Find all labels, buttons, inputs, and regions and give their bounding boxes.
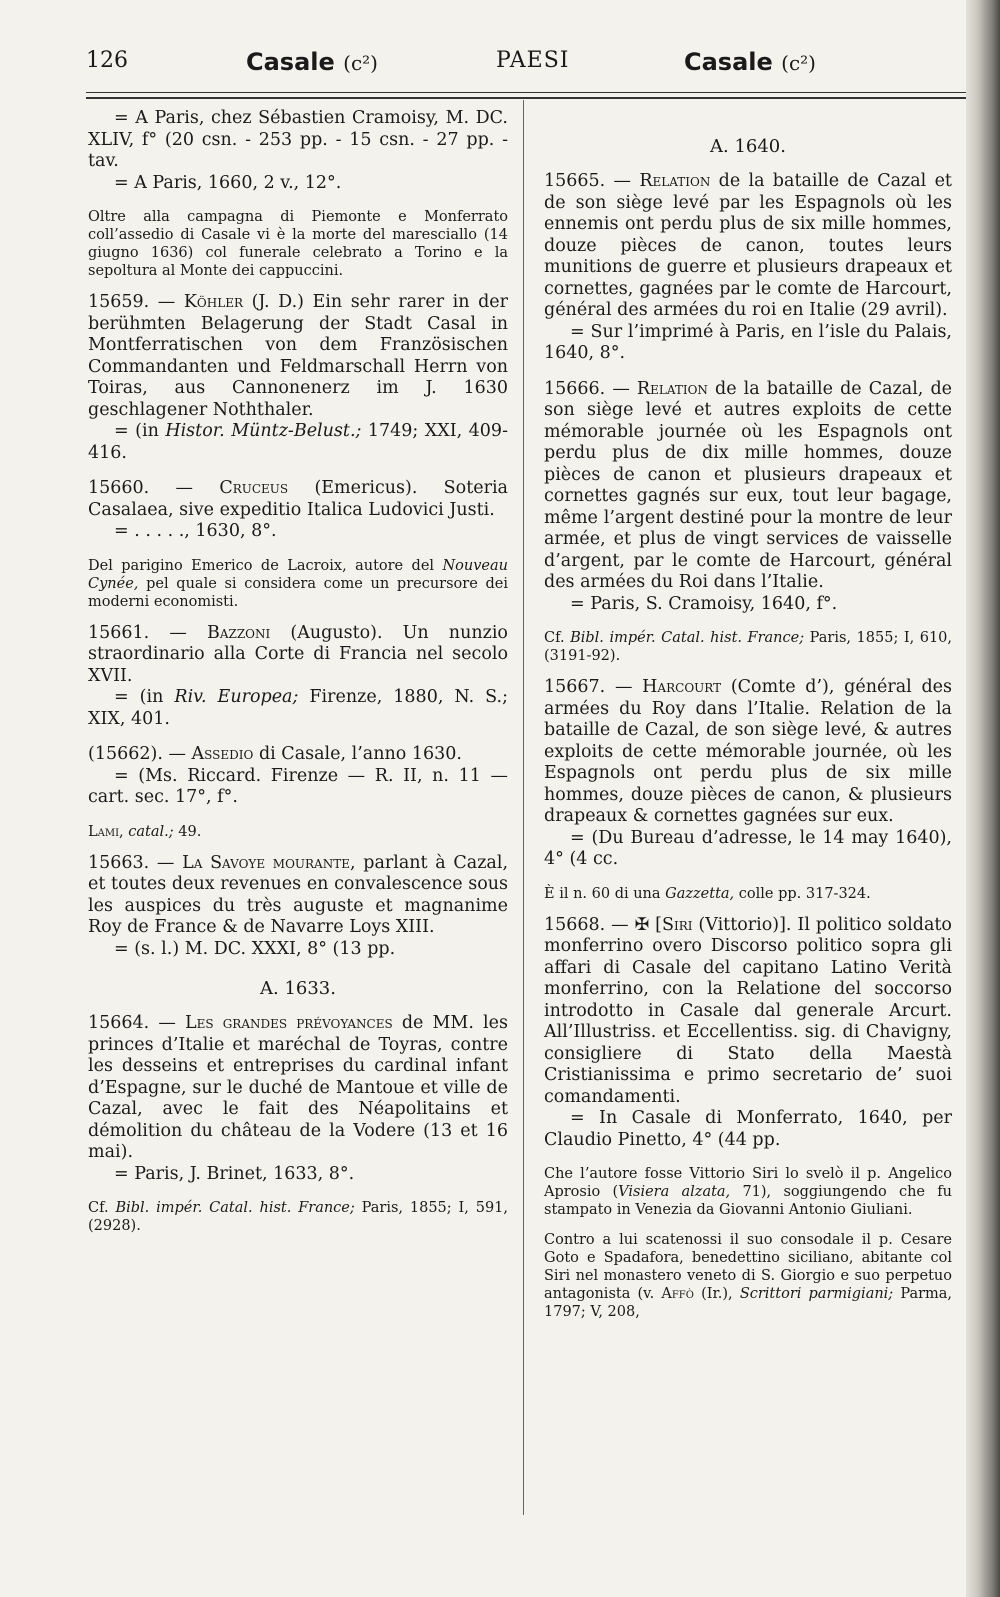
entry-15667: 15667. — Harcourt (Comte d’), général des armées du Roy dans l’Italie. Relation de la bataille de Cazal, de son siège levé, & autres exploits de cette mémorable journée, où les Espagnols ont perdu plus de six mille hommes, douze pièces de canon, & plusieurs drapeaux & cornettes gagnées sur eux. = (Du Bureau d’adresse, le 14 may 1640), 4° (4 cc. [544,677,952,869]
entry-author: Les grandes prévoyances [184,1013,393,1033]
entry-15668: 15668. — ✠ [Siri (Vittorio)]. Il politico soldato monferrino overo Discorso politico sopra gli affari di Casale del capitano Latino Verità monferrino, con la Relatione del soccorso introdotto in Casale dal generale Arcurt. All’Illustriss. et Eccellentiss. sig. di Chavigny, consigliere di Stato della Maestà Cristianissima e primo secretario de’ suoi comandamenti. = In Casale di Monferrato, 1640, per Claudio Pinetto, 4° (44 pp. [544,914,952,1150]
header-section: PAESI [496,48,570,73]
entry-15659: 15659. — Köhler (J. D.) Ein sehr rarer in der berühmten Belagerung der Stadt Casal in Montferratischen von dem Französischen Commandanten und Feldmarschall Herrn von Toiras, aus Cannonenerz im J. 1630 geschlagener Noththaler. = (in Histor. Müntz-Belust.; 1749; XXI, 409-416. [88,292,509,463]
entry-author: Harcourt [642,677,722,697]
entry-15664: 15664. — Les grandes prévoyances de MM. les princes d’Italie et maréchal de Toyras, contre les desseins et entreprises du cardinal infant d’Espagne, sur le duché de Mantoue et ville de Cazal, avec le fait des Néapolitains et démolition du château de la Vodere (13 et 16 mai). = Paris, J. Brinet, 1633, 8°. [88,1013,508,1184]
entry-note: Cf. Bibl. impér. Catal. hist. France; Paris, 1855; I, 610, (3191-92). [544,630,953,664]
entry-author: Cruceus [219,478,289,498]
left-column [88,108,508,1247]
entry-continued: = A Paris, chez Sébastien Cramoisy, M. DC. XLIV, f° (20 csn. - 253 pp. - 15 csn. - 27 pp. - tav. = A Paris, 1660, 2 v., 12°. [88,108,508,193]
entry-author: Relation [636,378,708,399]
entry-note: Cf. Bibl. impér. Catal. hist. France; Paris, 1855; I, 591, (2928). [88,1200,509,1234]
entry-author: Assedio [191,744,254,764]
page-number: 126 [86,48,128,73]
entry-15660: 15660. — Cruceus (Emericus). Soteria Casalaea, sive expeditio Italica Ludovici Justi. = . . . . ., 1630, 8°. [88,478,508,541]
entry-note: Oltre alla campagna di Piemonte e Monferrato coll’assedio di Casale vi è la morte del maresciallo (14 giugno 1636) col funerale celebrato a Torino e la sepoltura al Monte dei cappuccini. [88,209,508,279]
running-header [86,48,966,82]
entry-note: Contro a lui scatenossi il suo consodale il p. Cesare Goto e Spadafora, benedettino siciliano, abitante col Siri nel monastero veneto di S. Giorgio e suo perpetuo antagonista (v. Affò (Ir.), Scrittori parmigiani; Parma, 1797; V, 208, [544,1232,953,1320]
entry-author: Relation [639,171,711,191]
entry-15665: 15665. — Relation de la bataille de Cazal et de son siège levé par les Espagnols où les ennemis ont perdu plus de six mille hommes, douze pièces de canon, toutes leurs munitions de guerre et plusieurs drapeaux et cornettes, gagnées par le comte de Harcourt, général des armées du roi en Italie (29 avril). = Sur l’imprimé à Paris, en l’isle du Palais, 1640, 8°. [544,171,952,363]
entry-author: Köhler [183,292,243,312]
entry-15666: 15666. — Relation de la bataille de Cazal, de son siège levé et autres exploits de cette mémorable journée où les Espagnols ont perdu plus de dix mille hommes, douze pièces de canon et plusieurs drapeaux et cornettes gagnés sur eux, tout leur bagage, même l’argent destiné pour la montre de leur armée, et plus de vingt services de vaisselle d’argent, par le comte de Harcourt, général des armées du Roi dans l’Italie. = Paris, S. Cramoisy, 1640, f°. [544,378,953,614]
entry-note: È il n. 60 di una Gazzetta, colle pp. 317-324. [544,885,871,902]
entry-author: [Siri [655,914,693,935]
right-column [544,108,952,1333]
year-heading: A. 1640. [710,136,786,157]
entry-note: Lami, catal.; 49. [88,823,202,840]
entry-15663: 15663. — La Savoye mourante, parlant à Cazal, et toutes deux revenues en convalescence sous les auspices du très auguste et magnanime Roy de France & de Navarre Loys XIII. = (s. l.) M. DC. XXXI, 8° (13 pp. [88,852,509,959]
header-rule-thin [86,92,966,93]
entry-15661: 15661. — Bazzoni (Augusto). Un nunzio straordinario alla Corte di Francia nel secolo XVII. = (in Riv. Europea; Firenze, 1880, N. S.; XIX, 401. [88,622,508,729]
page-edge-shadow [966,0,1000,1597]
entry-author: La Savoye mourante, [182,852,356,873]
entry-15662: (15662). — Assedio di Casale, l’anno 1630. = (Ms. Riccard. Firenze — R. II, n. 11 — cart. sec. 17°, f°. [88,744,508,807]
entry-note: Che l’autore fosse Vittorio Siri lo svelò il p. Angelico Aprosio (Visiera alzata, 71), soggiungendo che fu stampato in Venezia da Giovanni Antonio Giuliani. [544,1166,952,1218]
column-divider [523,100,524,1515]
entry-author: Bazzoni [206,622,271,643]
header-title-right: Casale (c²) [684,48,816,76]
entry-note: Del parigino Emerico de Lacroix, autore del Nouveau Cynée, pel quale si considera come un precursore dei moderni economisti. [88,557,508,610]
year-heading: A. 1633. [260,978,336,999]
header-rule-thick [86,97,966,99]
header-title-left: Casale (c²) [246,48,378,76]
